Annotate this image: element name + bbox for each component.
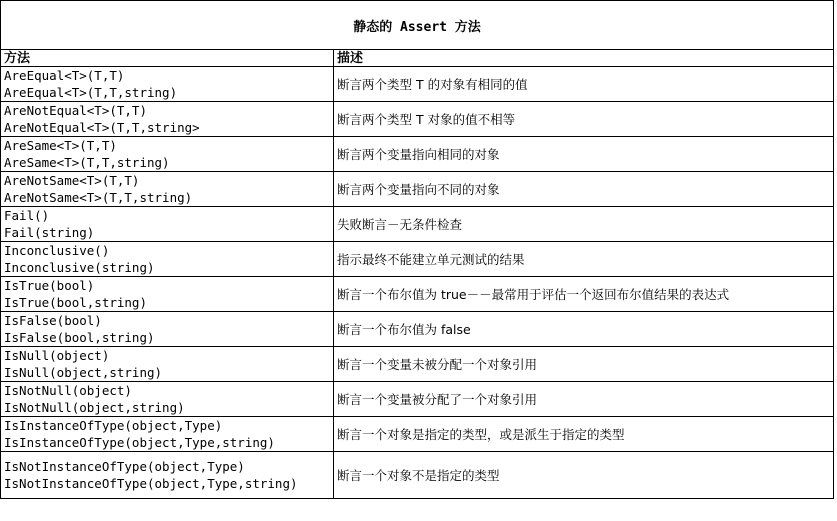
method-signature-cell (1, 417, 334, 452)
method-description: 断言一个变量未被分配一个对象引用 (337, 356, 538, 372)
table-title-row (1, 1, 834, 50)
method-signature: AreNotEqual<T>(T,T) (4, 103, 147, 118)
method-signature-cell (1, 137, 334, 172)
method-signature-cell (1, 102, 334, 137)
method-signature: AreNotSame<T>(T,T,string) (4, 190, 193, 205)
method-signature: IsTrue(bool) (4, 278, 95, 293)
method-signature: AreEqual<T>(T,T) (4, 68, 125, 83)
table-row (1, 452, 834, 499)
method-signature: Inconclusive() (4, 243, 110, 258)
method-description: 断言一个对象是指定的类型，或是派生于指定的类型 (337, 426, 625, 442)
method-signature-cell (1, 242, 334, 277)
method-signature: IsFalse(bool,string) (4, 330, 155, 345)
method-signature-cell (1, 452, 334, 499)
table-header-row (1, 50, 834, 67)
method-signature-cell (1, 347, 334, 382)
method-signature: IsNotNull(object,string) (4, 400, 185, 415)
method-description: 断言一个对象不是指定的类型 (337, 467, 500, 483)
method-signature: IsInstanceOfType(object,Type,string) (4, 435, 275, 450)
method-signature: IsTrue(bool,string) (4, 295, 147, 310)
method-description-cell (334, 417, 834, 452)
method-description-cell (334, 312, 834, 347)
table-row (1, 102, 834, 137)
table-title: 静态的 Assert 方法 (1, 1, 834, 50)
method-description-cell (334, 242, 834, 277)
method-description: 断言两个类型 T 的对象有相同的值 (337, 76, 528, 92)
method-signature-cell (1, 312, 334, 347)
method-signature-cell (1, 67, 334, 102)
table-row (1, 67, 834, 102)
method-description-cell (334, 172, 834, 207)
method-signature-cell (1, 172, 334, 207)
method-signature: IsNull(object,string) (4, 365, 163, 380)
method-signature: AreEqual<T>(T,T,string) (4, 85, 178, 100)
method-signature: AreSame<T>(T,T,string) (4, 155, 170, 170)
method-description: 断言一个变量被分配了一个对象引用 (337, 391, 538, 407)
method-signature: AreNotEqual<T>(T,T,string> (4, 120, 200, 135)
table-row (1, 242, 834, 277)
table-row (1, 382, 834, 417)
method-signature: IsFalse(bool) (4, 313, 102, 328)
method-signature: IsNull(object) (4, 348, 110, 363)
method-description: 断言两个类型 T 对象的值不相等 (337, 111, 516, 127)
method-signature: IsInstanceOfType(object,Type) (4, 418, 223, 433)
method-description-cell (334, 452, 834, 499)
method-description: 断言两个变量指向不同的对象 (337, 181, 500, 197)
method-description: 断言一个布尔值为 false (337, 321, 471, 337)
method-description-cell (334, 67, 834, 102)
method-signature: Fail(string) (4, 225, 95, 240)
method-signature: Inconclusive(string) (4, 260, 155, 275)
method-description: 断言两个变量指向相同的对象 (337, 146, 500, 162)
table-row (1, 417, 834, 452)
method-signature: AreNotSame<T>(T,T) (4, 173, 140, 188)
method-description: 指示最终不能建立单元测试的结果 (337, 251, 525, 267)
method-signature-cell (1, 382, 334, 417)
method-description-cell (334, 347, 834, 382)
method-description: 断言一个布尔值为 true－－最常用于评估一个返回布尔值结果的表达式 (337, 286, 730, 302)
table-row (1, 347, 834, 382)
method-description-cell (334, 277, 834, 312)
table-row (1, 172, 834, 207)
method-signature: IsNotInstanceOfType(object,Type) (4, 459, 245, 474)
method-signature: AreSame<T>(T,T) (4, 138, 117, 153)
method-description-cell (334, 207, 834, 242)
method-description: 失败断言－无条件检查 (337, 216, 463, 232)
method-column-header: 方法 (1, 50, 334, 67)
description-column-header: 描述 (334, 50, 834, 67)
table-row (1, 277, 834, 312)
method-description-cell (334, 102, 834, 137)
table-row (1, 312, 834, 347)
method-description-cell (334, 137, 834, 172)
method-description-cell (334, 382, 834, 417)
method-signature: IsNotNull(object) (4, 383, 132, 398)
method-signature-cell (1, 207, 334, 242)
method-signature: Fail() (4, 208, 50, 223)
method-signature-cell (1, 277, 334, 312)
table-row (1, 137, 834, 172)
table-row (1, 207, 834, 242)
method-signature: IsNotInstanceOfType(object,Type,string) (4, 476, 298, 491)
